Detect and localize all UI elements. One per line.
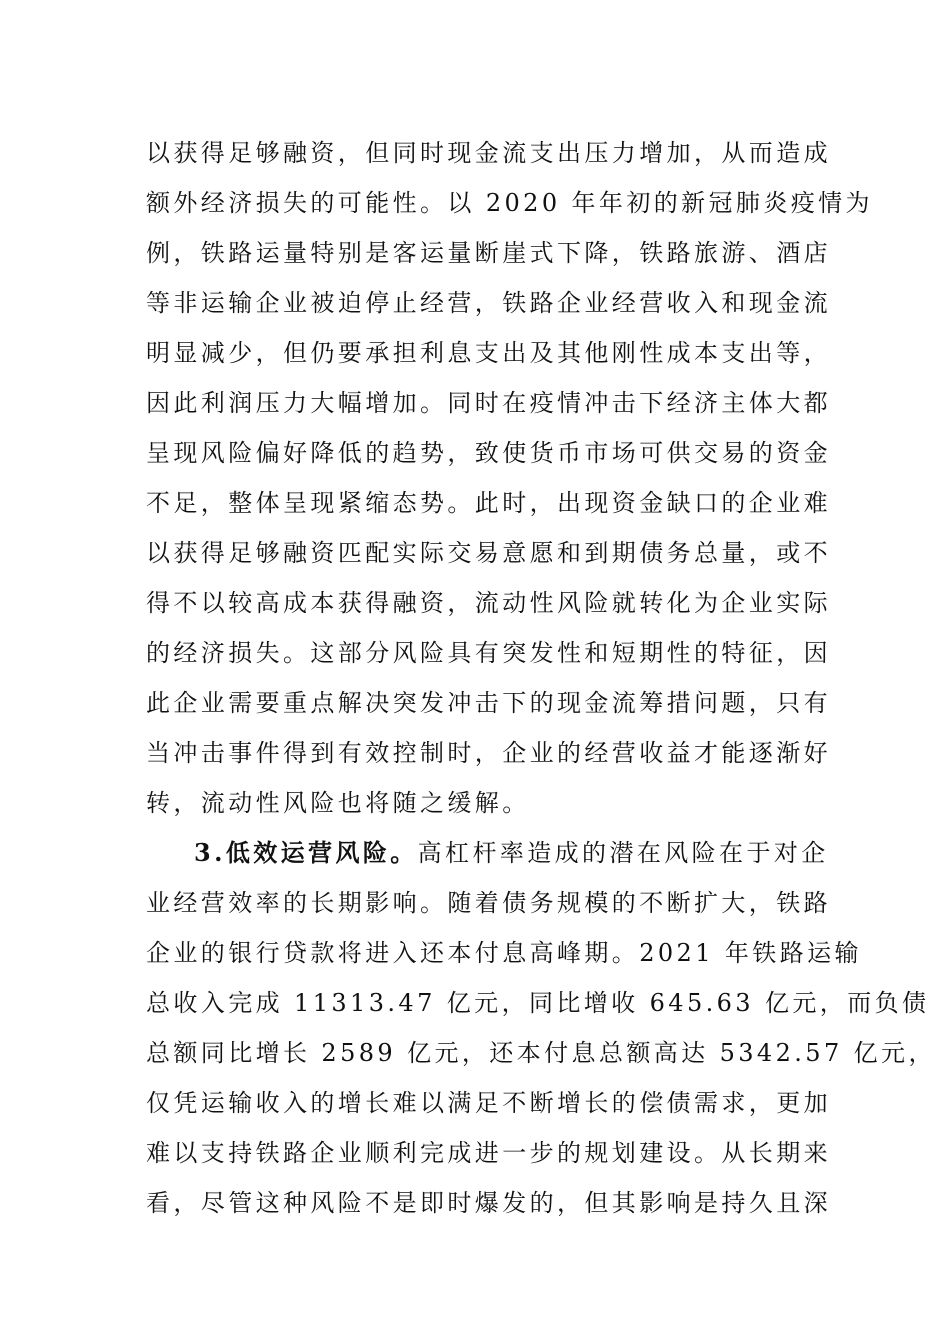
- text-line: 总额同比增长 2589 亿元，还本付息总额高达 5342.57 亿元，: [146, 1039, 936, 1067]
- text-line: 此企业需要重点解决突发冲击下的现金流筹措问题，只有: [146, 689, 831, 717]
- text-line: 得不以较高成本获得融资，流动性风险就转化为企业实际: [146, 589, 831, 617]
- document-body: [146, 128, 936, 1228]
- text-line: 明显减少，但仍要承担利息支出及其他刚性成本支出等，: [146, 339, 831, 367]
- text-line: 看，尽管这种风险不是即时爆发的，但其影响是持久且深: [146, 1189, 831, 1217]
- text-line: 的经济损失。这部分风险具有突发性和短期性的特征，因: [146, 639, 831, 667]
- section-low-efficiency-risk: [146, 828, 936, 1228]
- text-line: 难以支持铁路企业顺利完成进一步的规划建设。从长期来: [146, 1139, 831, 1167]
- text-line: 以获得足够融资匹配实际交易意愿和到期债务总量，或不: [146, 539, 831, 567]
- text-line: 呈现风险偏好降低的趋势，致使货币市场可供交易的资金: [146, 439, 831, 467]
- section-first-line: [146, 828, 829, 878]
- paragraph-liquidity-risk: [146, 128, 873, 828]
- text-line: 仅凭运输收入的增长难以满足不断增长的偿债需求，更加: [146, 1089, 831, 1117]
- text-line: 额外经济损失的可能性。以 2020 年年初的新冠肺炎疫情为: [146, 189, 873, 217]
- section-heading: 3.低效运营风险。: [194, 838, 418, 867]
- text-line: 以获得足够融资，但同时现金流支出压力增加，从而造成: [146, 139, 831, 167]
- text-line: 等非运输企业被迫停止经营，铁路企业经营收入和现金流: [146, 289, 831, 317]
- text-line: 不足，整体呈现紧缩态势。此时，出现资金缺口的企业难: [146, 489, 831, 517]
- text-line: 总收入完成 11313.47 亿元，同比增收 645.63 亿元，而负债: [146, 989, 930, 1017]
- text-line: 因此利润压力大幅增加。同时在疫情冲击下经济主体大都: [146, 389, 831, 417]
- text-line: 转，流动性风险也将随之缓解。: [146, 789, 530, 817]
- text-line: 当冲击事件得到有效控制时，企业的经营收益才能逐渐好: [146, 739, 831, 767]
- section-first-line-text: 高杠杆率造成的潜在风险在于对企: [417, 839, 829, 867]
- text-line: 企业的银行贷款将进入还本付息高峰期。2021 年铁路运输: [146, 939, 862, 967]
- text-line: 业经营效率的长期影响。随着债务规模的不断扩大，铁路: [146, 889, 831, 917]
- text-line: 例，铁路运量特别是客运量断崖式下降，铁路旅游、酒店: [146, 239, 831, 267]
